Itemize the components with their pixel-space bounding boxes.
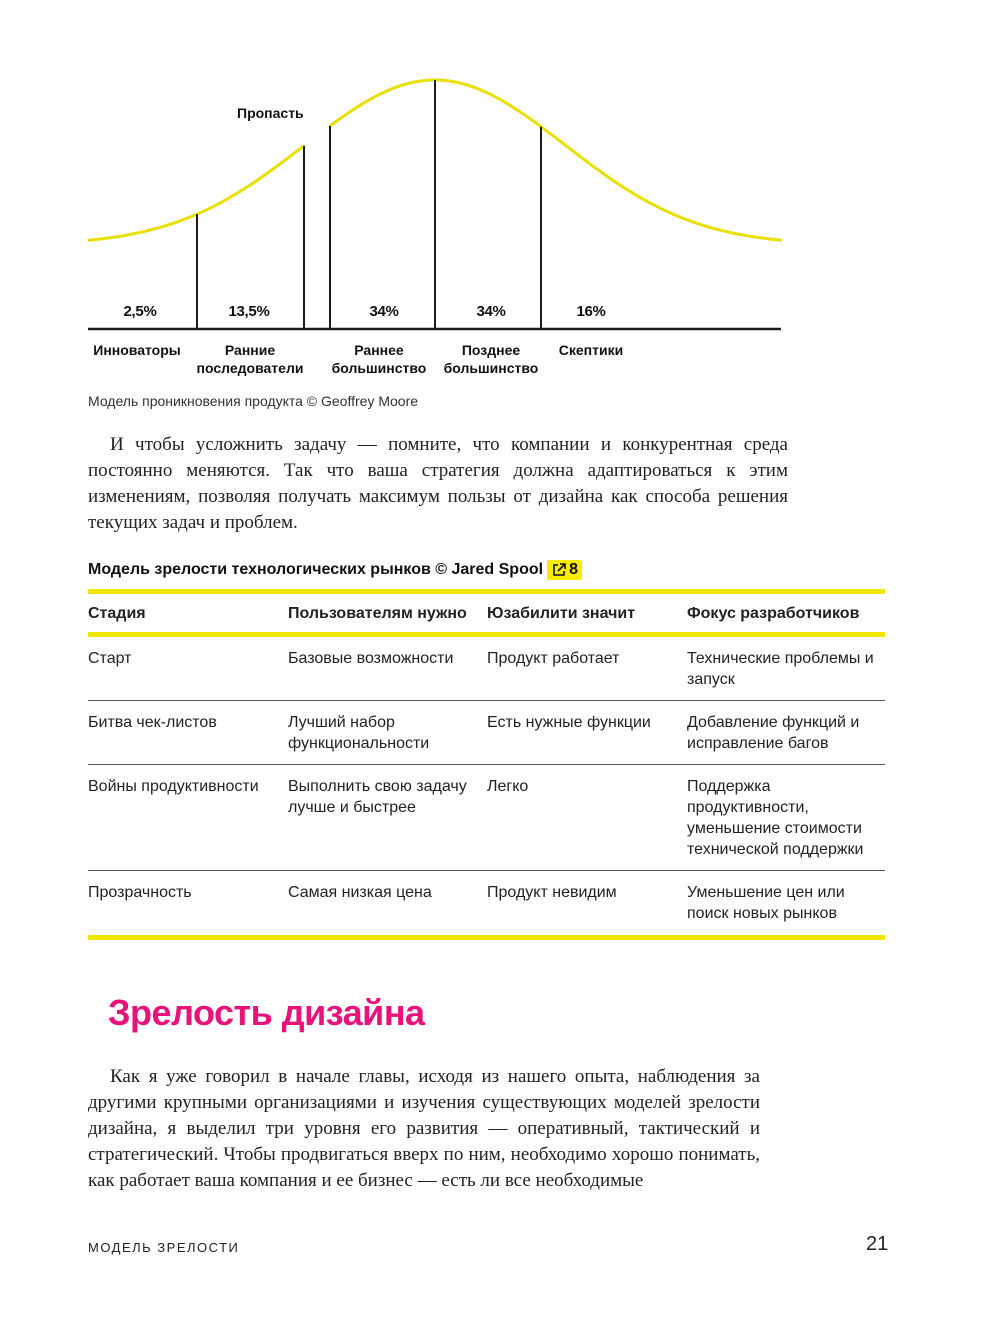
segment-share-innovators: 2,5% [123, 303, 157, 320]
segment-share-laggards: 16% [576, 303, 606, 320]
chasm-annotation: Пропасть [237, 105, 304, 121]
table-cell: Уменьшение цен или поиск новых рынков [687, 871, 885, 938]
table-cell: Продукт невидим [487, 871, 687, 938]
segment-label-late-majority: Позднее большинство [443, 342, 539, 376]
table-row [88, 765, 885, 871]
table-header-cell: Фокус разработчиков [687, 592, 885, 635]
segment-share-late-majority: 34% [476, 303, 506, 320]
segment-label-early-majority: Раннее большинство [331, 342, 427, 376]
table-cell: Есть нужные функции [487, 701, 687, 765]
table-row [88, 871, 885, 938]
table-cell: Поддержка продуктивности, уменьшение стоимости технической поддержки [687, 765, 885, 871]
table-cell: Технические проблемы и запуск [687, 635, 885, 701]
table-cell: Выполнить свою задачу лучше и быстрее [288, 765, 487, 871]
body-paragraph-2: Как я уже говорил в начале главы, исходя из нашего опыта, наблюдения за другими крупными организациями и изучения существующих моделей зрелости дизайна, я выделил три уровня его развития — оперативный, тактический и стратегический. Чтобы продвигаться вверх по ним, необходимо хорошо понимать, как работает ваша компания и ее бизнес — есть ли все необходимые [88, 1066, 760, 1191]
segment-share-early-majority: 34% [369, 303, 399, 320]
figure-caption: Модель проникновения продукта © Geoffrey Moore [88, 393, 419, 409]
table-header-cell: Юзабилити значит [487, 592, 687, 635]
table-cell: Самая низкая цена [288, 871, 487, 938]
source-link[interactable] [547, 560, 582, 580]
page-number: 21 [866, 1233, 889, 1255]
table-cell: Войны продуктивности [88, 765, 288, 871]
running-title: МОДЕЛЬ ЗРЕЛОСТИ [88, 1240, 240, 1255]
table-header-cell: Стадия [88, 592, 288, 635]
table-row [88, 701, 885, 765]
table-cell: Прозрачность [88, 871, 288, 938]
table-header-cell: Пользователям нужно [288, 592, 487, 635]
table-title-text: Модель зрелости технологических рынков © Jared Spool [88, 561, 544, 578]
segment-label-laggards: Скептики [558, 342, 624, 358]
source-link-number: 8 [569, 561, 578, 578]
table-cell: Легко [487, 765, 687, 871]
segment-share-early-adopters: 13,5% [228, 303, 270, 320]
market-maturity-table [88, 589, 885, 940]
section-title: Зрелость дизайна [108, 992, 425, 1033]
table-cell: Старт [88, 635, 288, 701]
table-cell: Базовые возможности [288, 635, 487, 701]
table-title [88, 560, 582, 580]
table-row [88, 635, 885, 701]
table-header-row [88, 592, 885, 635]
table-cell: Лучший набор функциональности [288, 701, 487, 765]
segment-label-innovators: Инноваторы [93, 342, 181, 358]
table-cell: Битва чек-листов [88, 701, 288, 765]
body-paragraph-1: И чтобы усложнить задачу — помните, что компании и конкурентная среда постоянно меняются. Так что ваша стратегия должна адаптироваться к этим изменениям, позволяя получать максимум пользы от дизайна как способа решения текущих задач и проблем. [88, 434, 788, 533]
segment-label-early-adopters: Ранние последователи [196, 342, 304, 376]
adoption-curve-chart [0, 0, 1000, 390]
table-cell: Продукт работает [487, 635, 687, 701]
external-link-icon [551, 562, 567, 578]
table-cell: Добавление функций и исправление багов [687, 701, 885, 765]
